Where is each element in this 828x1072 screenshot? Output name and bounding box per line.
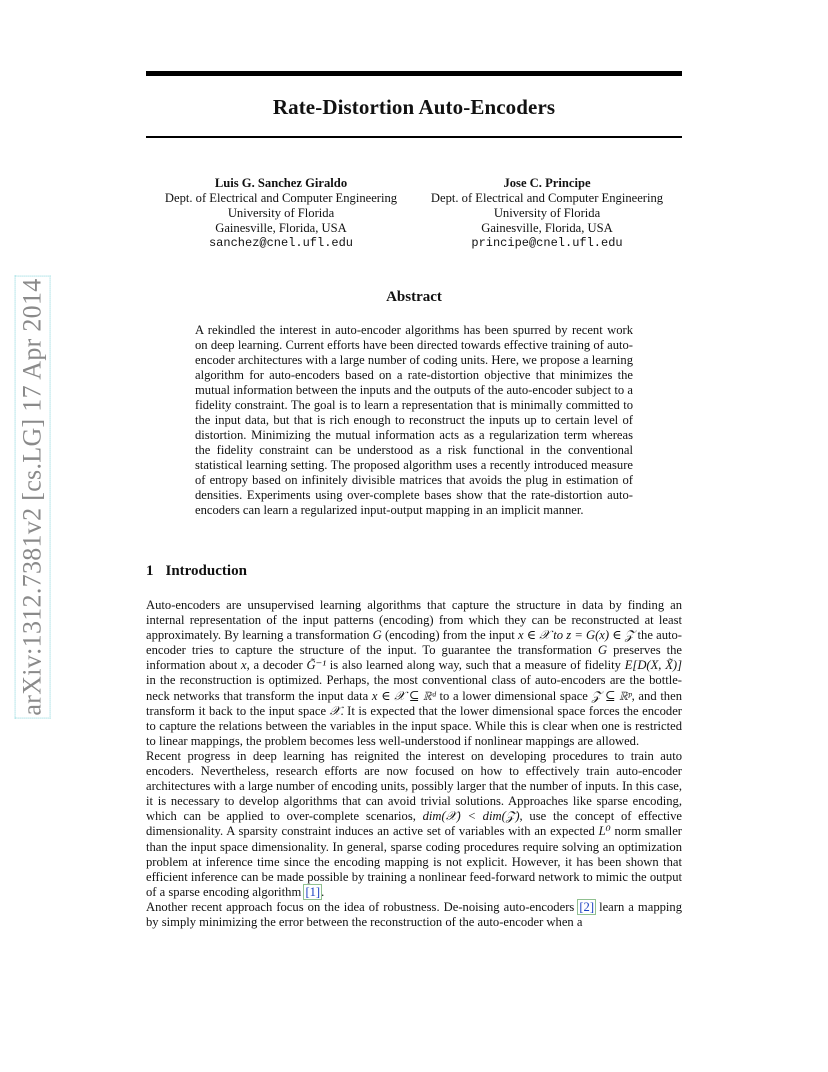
author-name: Luis G. Sanchez Giraldo [214,176,348,190]
section-number: 1 [146,563,154,579]
title-rule-bottom [146,136,682,138]
author-dept: Dept. of Electrical and Computer Engineering [164,191,398,205]
text-run: Another recent approach focus on the idea of robustness. De-noising auto-encoders [146,899,579,914]
math-inline: x ∈ 𝒳 ⊆ ℝᵈ [371,688,436,703]
abstract-heading: Abstract [386,289,442,305]
math-inline: E[D(X, X̃)] [624,658,683,673]
text-run: learn a mapping by simply minimizing the error between the reconstruction of the auto-encoder when a [146,899,683,929]
author-block-2 [416,176,678,251]
math-inline: L⁰ [598,824,611,839]
author-location: Gainesville, Florida, USA [215,221,347,235]
text-run: . [321,884,325,899]
title-rule-top [146,71,682,76]
intro-paragraph-1 [146,598,682,749]
intro-paragraph-3 [146,900,682,930]
text-run: , and then transform it back to the input space [146,688,682,718]
author-block-1 [150,176,412,251]
intro-paragraph-2 [146,749,682,900]
math-inline: x [240,658,247,673]
text-run: preserves the information about [146,643,682,673]
text-run: , a decoder [246,658,307,673]
section-heading [146,563,247,580]
text-run: . It is expected that the lower dimensional space forces the encoder to capture the relations between the variables in the input space. While this is clear when one is restricted to linear mappings, the problem becomes less well-understood if nonlinear mappings are allowed. [146,703,682,748]
math-inline: 𝒵 ⊆ ℝᵖ [591,688,632,703]
math-inline: x ∈ 𝒳 to z = G(x) ∈ 𝒵 [518,628,635,643]
text-run: norm smaller than the input space dimensionality. In general, sparse coding procedures require solving an optimization problem at inference time since the encoding mapping is not explicit. However, it has been shown that efficient inference can be made possible by training a nonlinear feed-forward network to mimic the output of a sparse encoding algorithm [146,824,682,899]
math-inline: dim(𝒳) < dim(𝒵) [422,809,520,824]
citation-link[interactable]: [1] [305,884,321,899]
text-run: (encoding) from the input [381,628,518,643]
arxiv-identifier-text: arXiv:1312.7381v2 [cs.LG] 17 Apr 2014 [18,278,47,716]
arxiv-identifier [18,264,48,730]
author-email[interactable]: principe@cnel.ufl.edu [471,236,623,250]
citation-link[interactable]: [2] [579,899,595,914]
math-inline: G [372,628,382,643]
text-run: , use the concept of effective dimensionality. A sparsity constraint induces an active set of variables with an expected [146,809,682,839]
text-run: Recent progress in deep learning has reignited the interest on developing procedures to train auto encoders. Nevertheless, research efforts are now focused on how to effectively train auto-encoder architectures with a large number of encoding units, possibly larger that the number of inputs. In this case, it is necessary to develop algorithms that can avoid trivial solutions. Approaches like sparse encoding, which can be applied to over-complete scenarios, [146,748,682,824]
author-name: Jose C. Principe [503,176,591,190]
author-email[interactable]: sanchez@cnel.ufl.edu [208,236,354,250]
author-dept: Dept. of Electrical and Computer Engineering [430,191,664,205]
abstract-text: A rekindled the interest in auto-encoder algorithms has been spurred by recent work on deep learning. Current efforts have been directed towards effective training of auto-encoder architectures with a large number of coding units. Here, we propose a learning algorithm for auto-encoders based on a rate-distortion objective that minimizes the mutual information between the inputs and the outputs of the auto-encoder subject to a fidelity constraint. The goal is to learn a representation that is minimally committed to the input data, but that is rich enough to reconstruct the inputs up to certain level of distortion. Minimizing the mutual information acts as a regularization term whereas the fidelity constraint can be understood as a risk functional in the conventional statistical learning setting. The proposed algorithm uses a recently introduced measure of entropy based on infinitely divisible matrices that avoids the plug in estimation of densities. Experiments using over-complete bases show that the rate-distortion auto-encoders can learn a regularized input-output mapping in an implicit manner. [195,323,633,517]
text-run: to a lower dimensional space [435,688,592,703]
author-university: University of Florida [227,206,335,220]
text-run: is also learned along way, such that a measure of fidelity [326,658,625,673]
text-run: in the reconstruction is optimized. Perhaps, the most conventional class of auto-encoders are the bottle-neck networks that transform the input data [146,673,682,703]
paper-title: Rate-Distortion Auto-Encoders [272,95,556,119]
section-title: Introduction [165,563,247,579]
text-run: the auto-encoder tries to capture the structure of the input. To guarantee the transformation [146,628,682,658]
introduction-body [146,598,682,930]
math-inline: G̃⁻¹ [306,658,327,673]
author-location: Gainesville, Florida, USA [481,221,613,235]
author-university: University of Florida [493,206,601,220]
math-inline: G [597,643,608,658]
math-inline: 𝒳 [329,703,341,718]
text-run: Auto-encoders are unsupervised learning algorithms that capture the structure in data by finding an internal representation of the input patterns (encoding) from which they can be reconstructed at least approximately. By learning a transformation [146,598,682,643]
